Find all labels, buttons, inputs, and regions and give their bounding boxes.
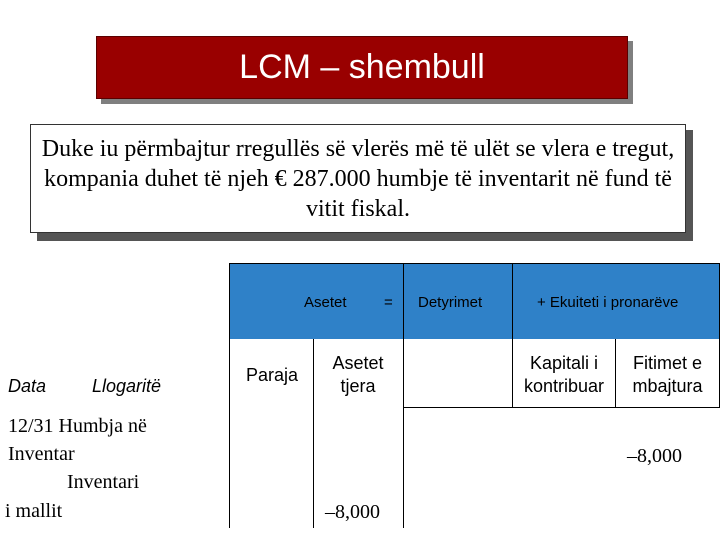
other-assets-header-line1: Asetet bbox=[332, 353, 384, 373]
equals-sign: = bbox=[384, 294, 393, 311]
description-text: Duke iu përmbajtur rregullës së vlerës më të ulët se vlera e tregut, kompania duhet të njeh € 287.000 humbje të inventarit në fund të vitit fiskal. bbox=[41, 136, 675, 222]
liabilities-header: Detyrimet bbox=[418, 294, 483, 311]
other-assets-value: –8,000 bbox=[325, 501, 380, 523]
entry-line-4: i mallit bbox=[5, 500, 63, 522]
grid-line-assets bbox=[403, 263, 404, 528]
other-assets-column-header bbox=[313, 352, 403, 398]
grid-line-row bbox=[403, 407, 720, 408]
entry-line-1: 12/31 Humbja në bbox=[8, 415, 147, 437]
assets-header: Asetet bbox=[304, 294, 347, 311]
retained-earnings-value: –8,000 bbox=[627, 445, 682, 467]
account-column-header: Llogaritë bbox=[92, 376, 162, 396]
contributed-capital-column-header bbox=[512, 352, 616, 398]
grid-line-top bbox=[229, 263, 720, 264]
entry-line-3: Inventari bbox=[67, 471, 140, 493]
date-column-header: Data bbox=[8, 376, 47, 396]
retained-header-line1: Fitimet e bbox=[632, 353, 702, 373]
retained-earnings-column-header bbox=[616, 352, 719, 398]
retained-header-line2: mbajtura bbox=[632, 376, 703, 396]
slide-title-text: LCM – shembull bbox=[239, 48, 485, 86]
other-assets-header-line2: tjera bbox=[340, 376, 376, 396]
contributed-header-line2: kontribuar bbox=[523, 376, 605, 396]
description-box bbox=[30, 124, 686, 233]
entry-line-2: Inventar bbox=[8, 443, 75, 465]
slide-title bbox=[96, 36, 628, 99]
equity-header: + Ekuiteti i pronarëve bbox=[537, 294, 679, 311]
cash-column-header: Paraja bbox=[246, 365, 299, 385]
contributed-header-line1: Kapitali i bbox=[529, 353, 599, 373]
grid-line-left bbox=[229, 263, 230, 528]
